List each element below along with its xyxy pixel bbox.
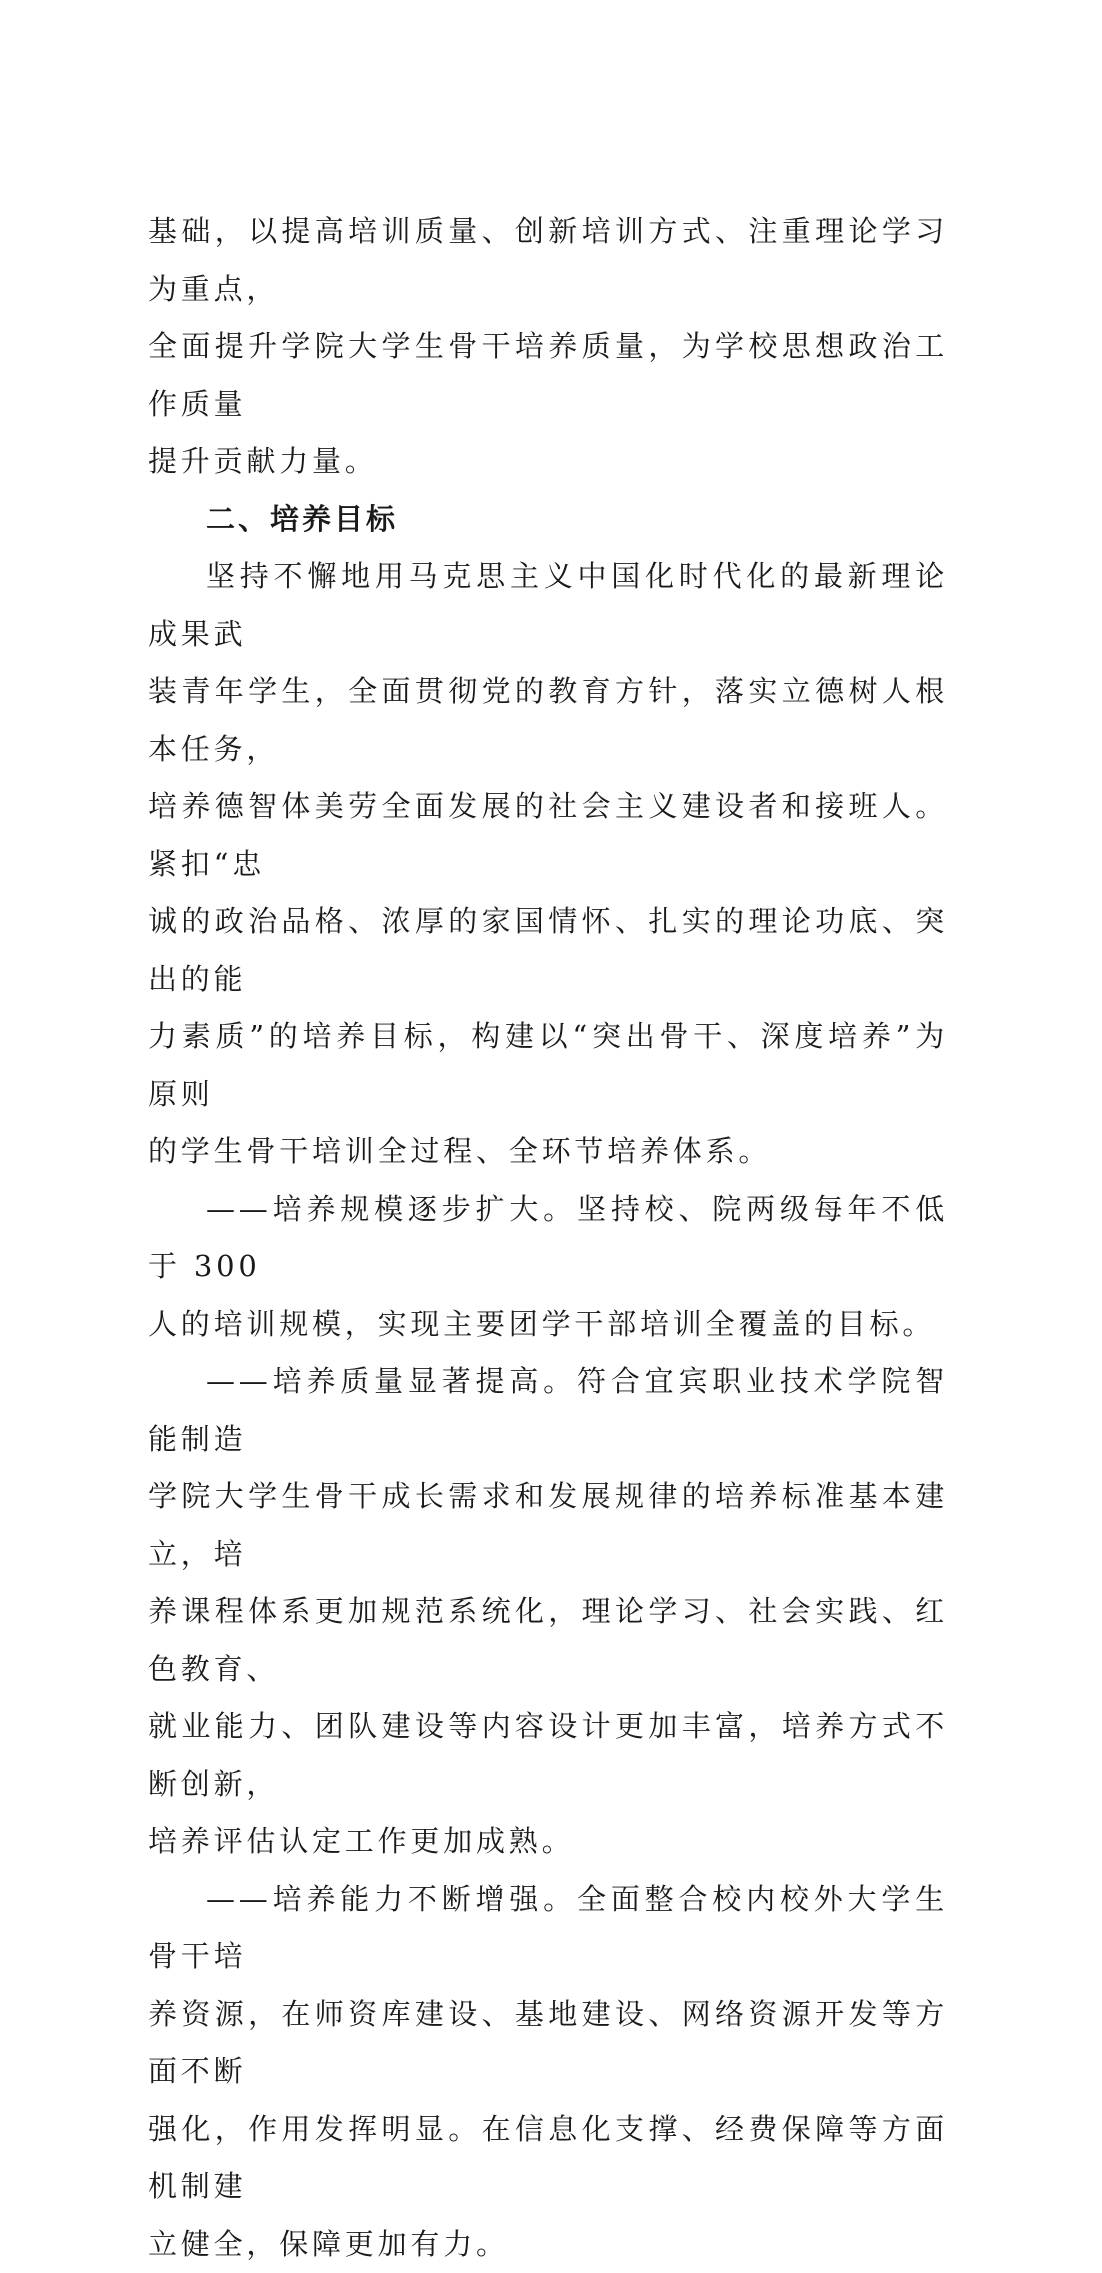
paragraph-intro: 基础，以提高培训质量、创新培训方式、注重理论学习为重点， 全面提升学院大学生骨干培养质量，为学校思想政治工作质量 提升贡献力量。 <box>148 203 948 491</box>
paragraph-quality: ——培养质量显著提高。符合宜宾职业技术学院智能制造 学院大学生骨干成长需求和发展规律的培养标准基本建立，培 养课程体系更加规范系统化，理论学习、社会实践、红色教育、 就业能力、团队建设等内容设计更加丰富，培养方式不断创新， 培养评估认定工作更加成熟。 <box>148 1353 948 1871</box>
paragraph-goals: 坚持不懈地用马克思主义中国化时代化的最新理论成果武 装青年学生，全面贯彻党的教育方针，落实立德树人根本任务， 培养德智体美劳全面发展的社会主义建设者和接班人。紧扣“忠 诚的政治品格、浓厚的家国情怀、扎实的理论功底、突出的能 力素质”的培养目标，构建以“突出骨干、深度培养”为原则 的学生骨干培训全过程、全环节培养体系。 <box>148 548 948 1181</box>
section-heading-goals: 二、培养目标 <box>148 491 948 549</box>
paragraph-capacity: ——培养能力不断增强。全面整合校内校外大学生骨干培 养资源，在师资库建设、基地建设、网络资源开发等方面不断 强化，作用发挥明显。在信息化支撑、经费保障等方面机制建 立健全，保障更加有力。 <box>148 1871 948 2273</box>
paragraph-scale: ——培养规模逐步扩大。坚持校、院两级每年不低于 300 人的培训规模，实现主要团学干部培训全覆盖的目标。 <box>148 1181 948 1354</box>
document-body <box>148 203 948 2273</box>
